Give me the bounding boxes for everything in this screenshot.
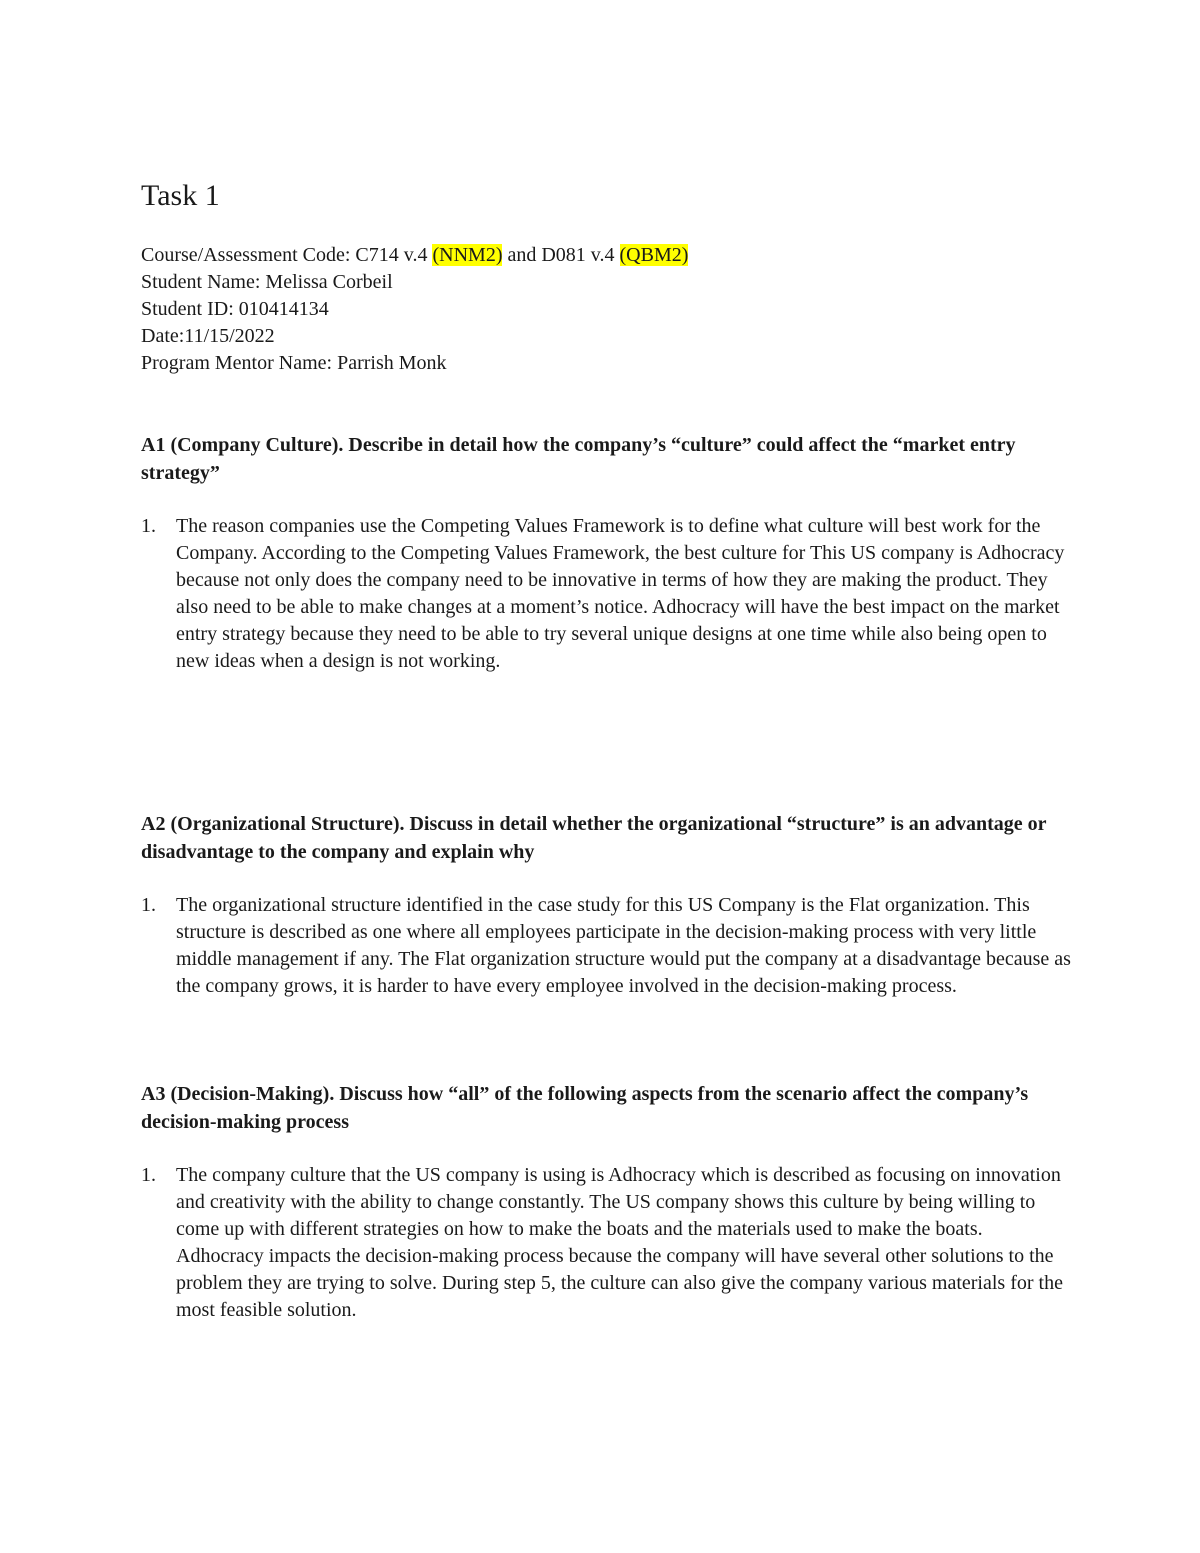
section-a1-body: The reason companies use the Competing Values Framework is to define what culture will best work for the Company. According to the Competing Values Framework, the best culture for This US company is Adhocracy because not only does the company need to be innovative in terms of how they are making the product. They also need to be able to make changes at a moment’s notice. Adhocracy will have the best impact on the market entry strategy because they need to be able to try several unique designs at one time while also being open to new ideas when a design is not working. — [176, 515, 1065, 672]
list-number: 1. — [141, 894, 156, 916]
section-a3-body: The company culture that the US company is using is Adhocracy which is described as focusing on innovation and creativity with the ability to change constantly. The US company shows this culture by being willing to come up with different strategies on how to make the boats and the materials used to make the boats. Adhocracy impacts the decision-making process because the company will have several other solutions to the problem they are trying to solve. During step 5, the culture can also give the company various materials for the most feasible solution. — [176, 1164, 1063, 1321]
course-code-line — [141, 242, 688, 269]
course-code-highlight-2: (QBM2) — [619, 244, 689, 266]
course-code-middle: and D081 v.4 — [502, 244, 620, 266]
student-id: Student ID: 010414134 — [141, 298, 329, 320]
section-a1-heading: A1 (Company Culture). Describe in detail how the company’s “culture” could affect the “market entry strategy” — [141, 434, 1016, 484]
section-a3-list-item — [141, 1162, 1071, 1324]
section-a2-body: The organizational structure identified in the case study for this US Company is the Flat organization. This structure is described as one where all employees participate in the decision-making process with very little middle management if any. The Flat organization structure would put the company at a disadvantage because as the company grows, it is harder to have every employee involved in the decision-making process. — [176, 894, 1071, 997]
section-a3-heading: A3 (Decision-Making). Discuss how “all” of the following aspects from the scenario affect the company’s decision-making process — [141, 1083, 1029, 1133]
course-code-prefix: Course/Assessment Code: C714 v.4 — [141, 244, 433, 266]
submission-date: Date:11/15/2022 — [141, 325, 275, 347]
list-number: 1. — [141, 1164, 156, 1186]
document-title: Task 1 — [141, 179, 220, 212]
document-meta — [141, 242, 688, 377]
list-number: 1. — [141, 515, 156, 537]
course-code-highlight-1: (NNM2) — [432, 244, 503, 266]
section-a1-list-item — [141, 513, 1071, 675]
student-name: Student Name: Melissa Corbeil — [141, 271, 393, 293]
program-mentor: Program Mentor Name: Parrish Monk — [141, 352, 447, 374]
section-a2-heading: A2 (Organizational Structure). Discuss in detail whether the organizational “structure” is an advantage or disadvantage to the company and explain why — [141, 813, 1047, 863]
section-a2-list-item — [141, 892, 1071, 1000]
